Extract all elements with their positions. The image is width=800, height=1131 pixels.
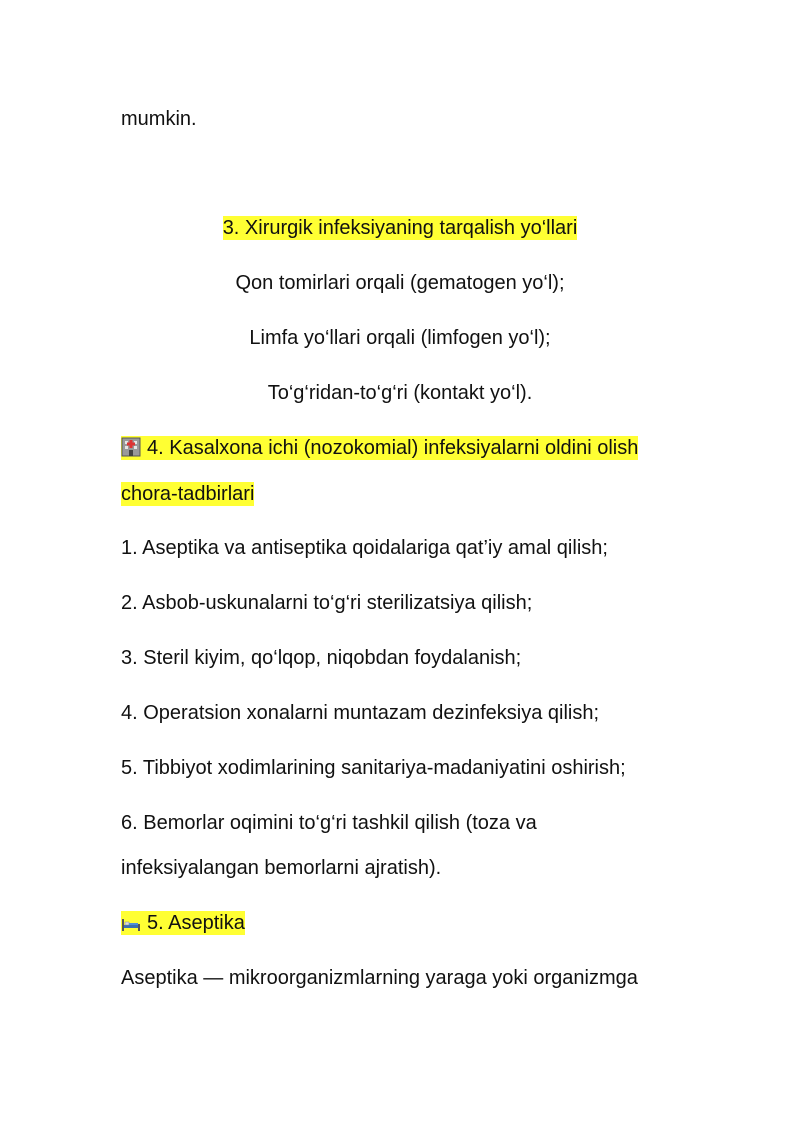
list-item-text: 4. Operatsion xonalarni muntazam dezinfeksiya qilish; (121, 702, 600, 724)
list-item (121, 534, 608, 562)
list-item (121, 809, 537, 837)
heading-text: 4. Kasalxona ichi (nozokomial) infeksiyalarni oldini olish (147, 437, 639, 459)
section-3-heading (0, 214, 800, 242)
list-item-text: Qon tomirlari orqali (gematogen yo‘l); (235, 272, 565, 294)
list-item-text: 2. Asbob-uskunalarni to‘g‘ri sterilizatsiya qilish; (121, 592, 533, 614)
section-5-heading (121, 909, 245, 940)
list-item (121, 589, 532, 617)
list-item-cont (121, 854, 441, 882)
section-4-heading (121, 434, 638, 465)
list-item (0, 324, 800, 352)
list-item-text: To‘g‘ridan-to‘g‘ri (kontakt yo‘l). (267, 382, 533, 404)
hospital-icon (121, 437, 141, 465)
list-item-text: 3. Steril kiyim, qo‘lqop, niqobdan foydalanish; (121, 647, 522, 669)
list-item-text: 6. Bemorlar oqimini to‘g‘ri tashkil qilish (toza va (121, 812, 537, 834)
paragraph-end (121, 105, 197, 133)
list-item-text: 1. Aseptika va antiseptika qoidalariga qat’iy amal qilish; (121, 537, 608, 559)
list-item (121, 754, 626, 782)
list-item (121, 644, 521, 672)
list-item (121, 699, 599, 727)
heading-text: 3. Xirurgik infeksiyaning tarqalish yo‘llari (222, 217, 578, 239)
heading-text: 5. Aseptika (147, 912, 245, 934)
paragraph-text: mumkin. (121, 108, 197, 130)
bed-icon (121, 912, 141, 940)
list-item-text: 5. Tibbiyot xodimlarining sanitariya-madaniyatini oshirish; (121, 757, 626, 779)
section-4-heading-cont (121, 480, 254, 508)
list-item-text: infeksiyalangan bemorlarni ajratish). (121, 857, 442, 879)
paragraph (121, 964, 638, 992)
list-item (0, 269, 800, 297)
paragraph-text: Aseptika — mikroorganizmlarning yaraga yoki organizmga (121, 967, 638, 989)
list-item-text: Limfa yo‘llari orqali (limfogen yo‘l); (249, 327, 551, 349)
heading-text: chora-tadbirlari (121, 483, 255, 505)
list-item (0, 379, 800, 407)
